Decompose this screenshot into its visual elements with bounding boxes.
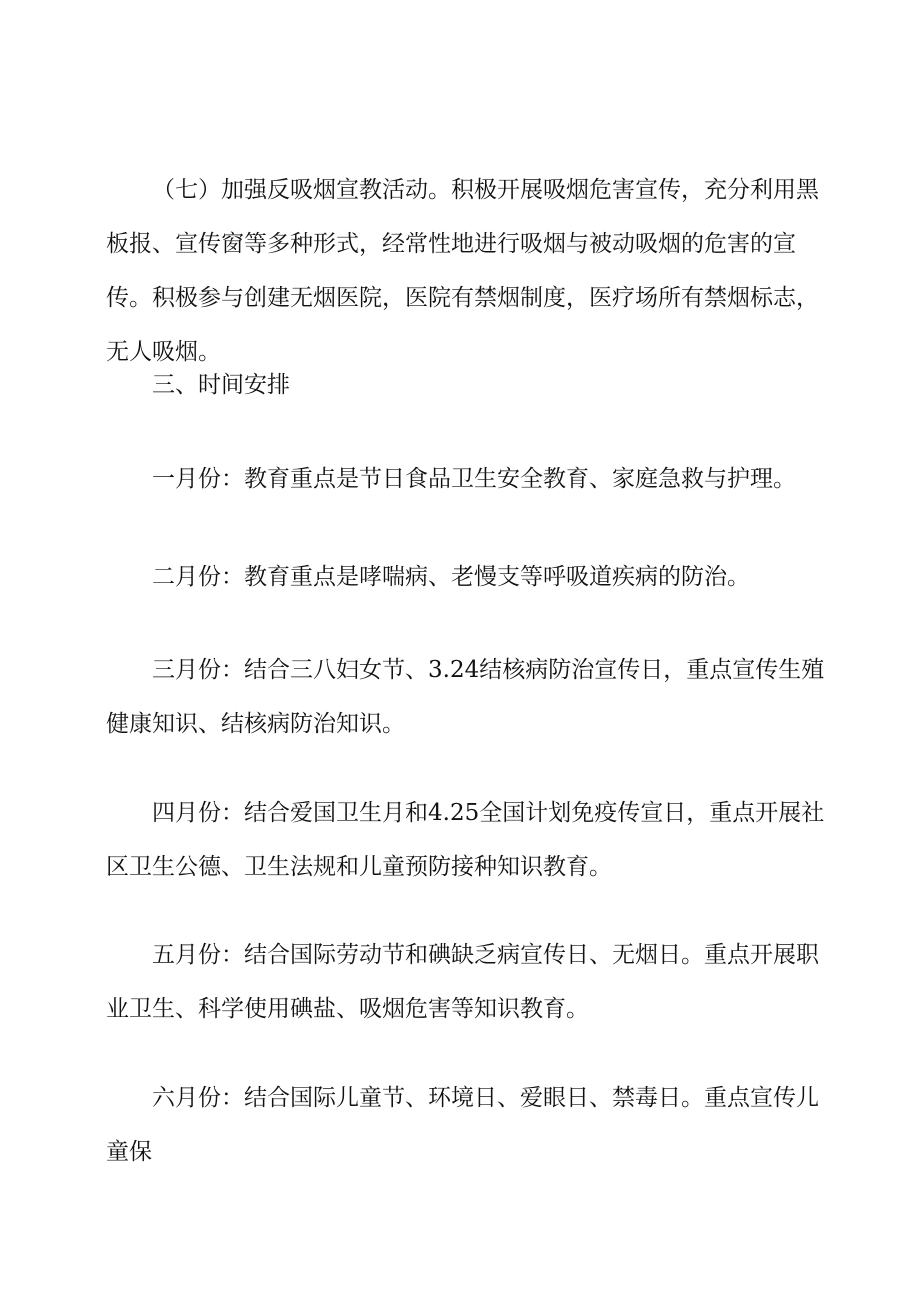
paragraph-may: 五月份：结合国际劳动节和碘缺乏病宣传日、无烟日。重点开展职业卫生、科学使用碘盐、吸烟危害等知识教育。 <box>106 942 819 1022</box>
paragraph-february: 二月份：教育重点是哮喘病、老慢支等呼吸道疾病的防治。 <box>152 564 750 590</box>
paragraph-january: 一月份：教育重点是节日食品卫生安全教育、家庭急救与护理。 <box>152 466 796 492</box>
paragraph-march: 三月份：结合三八妇女节、3.24结核病防治宣传日，重点宣传生殖健康知识、结核病防治知识。 <box>106 657 825 737</box>
section-heading-schedule: 三、时间安排 <box>152 372 290 398</box>
paragraph-june: 六月份：结合国际儿童节、环境日、爱眼日、禁毒日。重点宣传儿童保 <box>106 1085 819 1165</box>
paragraph-april: 四月份：结合爱国卫生月和4.25全国计划免疫传宣日，重点开展社区卫生公德、卫生法规和儿童预防接种知识教育。 <box>106 800 825 880</box>
paragraph-anti-smoking: （七）加强反吸烟宣教活动。积极开展吸烟危害宣传，充分利用黑板报、宣传窗等多种形式，经常性地进行吸烟与被动吸烟的危害的宣传。积极参与创建无烟医院，医院有禁烟制度，医疗场所有禁烟标志，无人吸烟。 <box>106 177 819 365</box>
